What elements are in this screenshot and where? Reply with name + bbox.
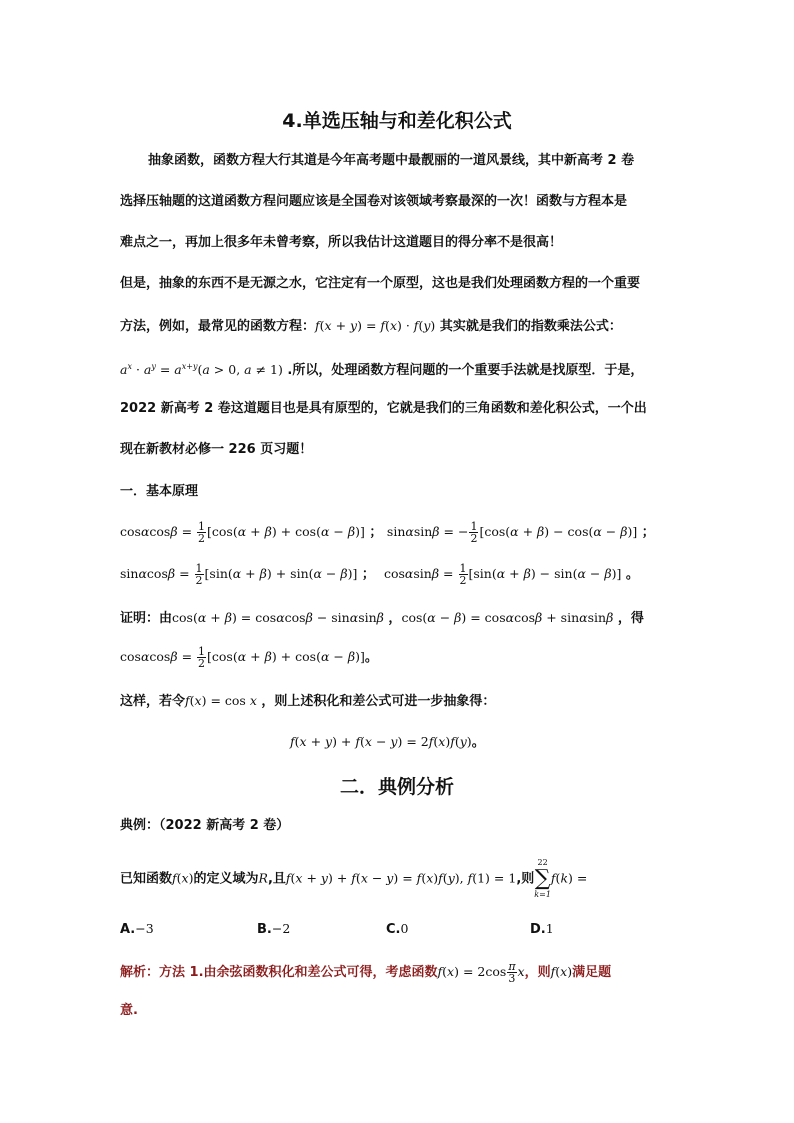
proof-line: 证明：由cos(α + β) = cosαcosβ − sinαsinβ ，cos(α − β) = cosαcosβ + sinαsinβ ，得 [120,610,644,626]
proof-prefix: 证明：由 [120,611,173,626]
option-c[interactable] [386,920,408,939]
option-a[interactable] [120,920,154,939]
solution-line-2: 意. [120,1003,138,1018]
proof-result-formula: cosαcosβ = $\frac{1}{2}$ [cos(α + β) + cos(α − β)] [120,645,365,670]
formula-cos-sin: cosαsinβ = $\frac{1}{2}$ [sin(α + β) − sin(α − β)] [383,562,622,587]
solution-line-1: 解析：方法 1.由余弦函数积化和差公式可得，考虑函数f(x) = 2cos $\frac{\pi}{3}$ x，则f(x)满足题 [120,960,612,985]
intro-text: .所以，处理函数方程问题的一个重要手法就是找原型．于是， [287,363,644,379]
solution-text: 解析：方法 1.由余弦函数积化和差公式可得，考虑函数 [120,965,438,980]
formula-row-1: cosαcosβ = $\frac{1}{2}$ [cos(α + β) + cos(α − β)] ； sinαsinβ = − $\frac{1}{2}$ [cos(α + β) − cos(α − β)] ； [120,520,655,545]
option-d-label: D. [530,922,546,937]
option-b-label: B. [257,922,272,937]
option-d-value: 1 [545,921,554,936]
abstract-prefix: 这样，若令 [120,694,186,709]
solution-formula: f [437,964,443,979]
question-line: 已知函数f(x)的定义域为R,且f(x + y) + f(x − y) = f(x)f(y), f(1) = 1,则 22 ∑ k=1 f(k) = [120,858,588,899]
intro-text: 其实就是我们的指数乘法公式： [439,319,622,334]
exponent-formula: $a^x$ [120,362,132,378]
option-a-label: A. [120,922,136,937]
option-b[interactable] [257,920,290,939]
option-d[interactable] [530,920,554,939]
option-c-label: C. [386,922,401,937]
functional-equation-formula: f [315,318,320,333]
intro-line-8: 现在新教材必修一 226 页习题！ [120,442,313,457]
intro-line-5: 方法，例如，最常见的函数方程：f(x + y) = f(x) · f(y) 其实就是我们的指数乘法公式： [120,318,622,334]
formula-row-2: sinαcosβ = $\frac{1}{2}$ [sin(α + β) + sin(α − β)] ； cosαsinβ = $\frac{1}{2}$ [sin(α + β) − sin(α − β)] 。 [120,562,639,587]
page-title: 4.单选压轴与和差化积公式 [282,110,512,132]
summation-symbol: 22 ∑ k=1 [534,858,551,899]
section-1-heading: 一．基本原理 [120,484,199,499]
abstract-fx: f [185,693,190,708]
option-c-value: 0 [400,921,409,936]
question-text: ,则 [516,871,535,887]
intro-line-7: 2022 新高考 2 卷这道题目也是具有原型的，它就是我们的三角函数和差化积公式，一个出 [120,401,647,416]
proof-formula-1: cos(α + β) = cosαcosβ − sinαsinβ [172,610,384,625]
question-text: 已知函数 [120,871,173,887]
intro-line-3: 难点之一，再加上很多年未曾考察，所以我估计这道题目的得分率不是很高！ [120,235,563,250]
abstract-line: 这样，若令f(x) = cos x ，则上述积化和差公式可进一步抽象得： [120,693,496,709]
proof-formula-2: cos(α − β) = cosαcosβ + sinαsinβ [401,610,614,625]
intro-line-2: 选择压轴题的这道函数方程问题应该是全国卷对该领域考察最深的一次！函数与方程本是 [120,194,628,209]
formula-cos-cos: cosαcosβ = $\frac{1}{2}$ [cos(α + β) + cos(α − β)] [120,520,365,545]
option-b-value: −2 [271,921,291,936]
intro-line-1: 抽象函数，函数方程大行其道是今年高考题中最靓丽的一道风景线，其中新高考 2 卷 [148,153,635,168]
intro-line-6: $a^x \cdot a^y = a^{x+y}(a > 0$, a ≠ 1) .所以，处理函数方程问题的一个重要手法就是找原型．于是， [120,362,644,379]
option-a-value: −3 [135,921,154,936]
intro-text: 方法，例如，最常见的函数方程： [120,319,316,334]
question-fx: f [172,870,177,886]
formula-sin-sin: sinαsinβ = − $\frac{1}{2}$ [cos(α + β) − cos(α − β)] [386,520,638,545]
proof-result-line: cosαcosβ = $\frac{1}{2}$ [cos(α + β) + cos(α − β)]。 [120,645,378,670]
question-text: ,且 [267,871,286,887]
section-2-heading: 二．典例分析 [339,776,454,798]
solution-fx: f [550,964,556,979]
question-condition: f [285,870,291,886]
formula-sin-cos: sinαcosβ = $\frac{1}{2}$ [sin(α + β) + sin(α − β)] [120,562,358,587]
abstract-formula: f [290,734,295,749]
abstract-suffix: ，则上述积化和差公式可进一步抽象得： [261,694,496,709]
solution-text: ，则 [524,965,551,980]
example-label: 典例：（2022 新高考 2 卷） [120,818,290,833]
intro-line-4: 但是，抽象的东西不是无源之水，它注定有一个原型，这也是我们处理函数方程的一个重要 [120,276,641,291]
solution-text: 满足题 [572,965,612,980]
question-text: 的定义域为 [193,871,259,887]
abstract-formula-line: f(x + y) + f(x − y) = 2f(x)f(y)。 [290,734,485,750]
proof-suffix: ，得 [617,611,644,626]
